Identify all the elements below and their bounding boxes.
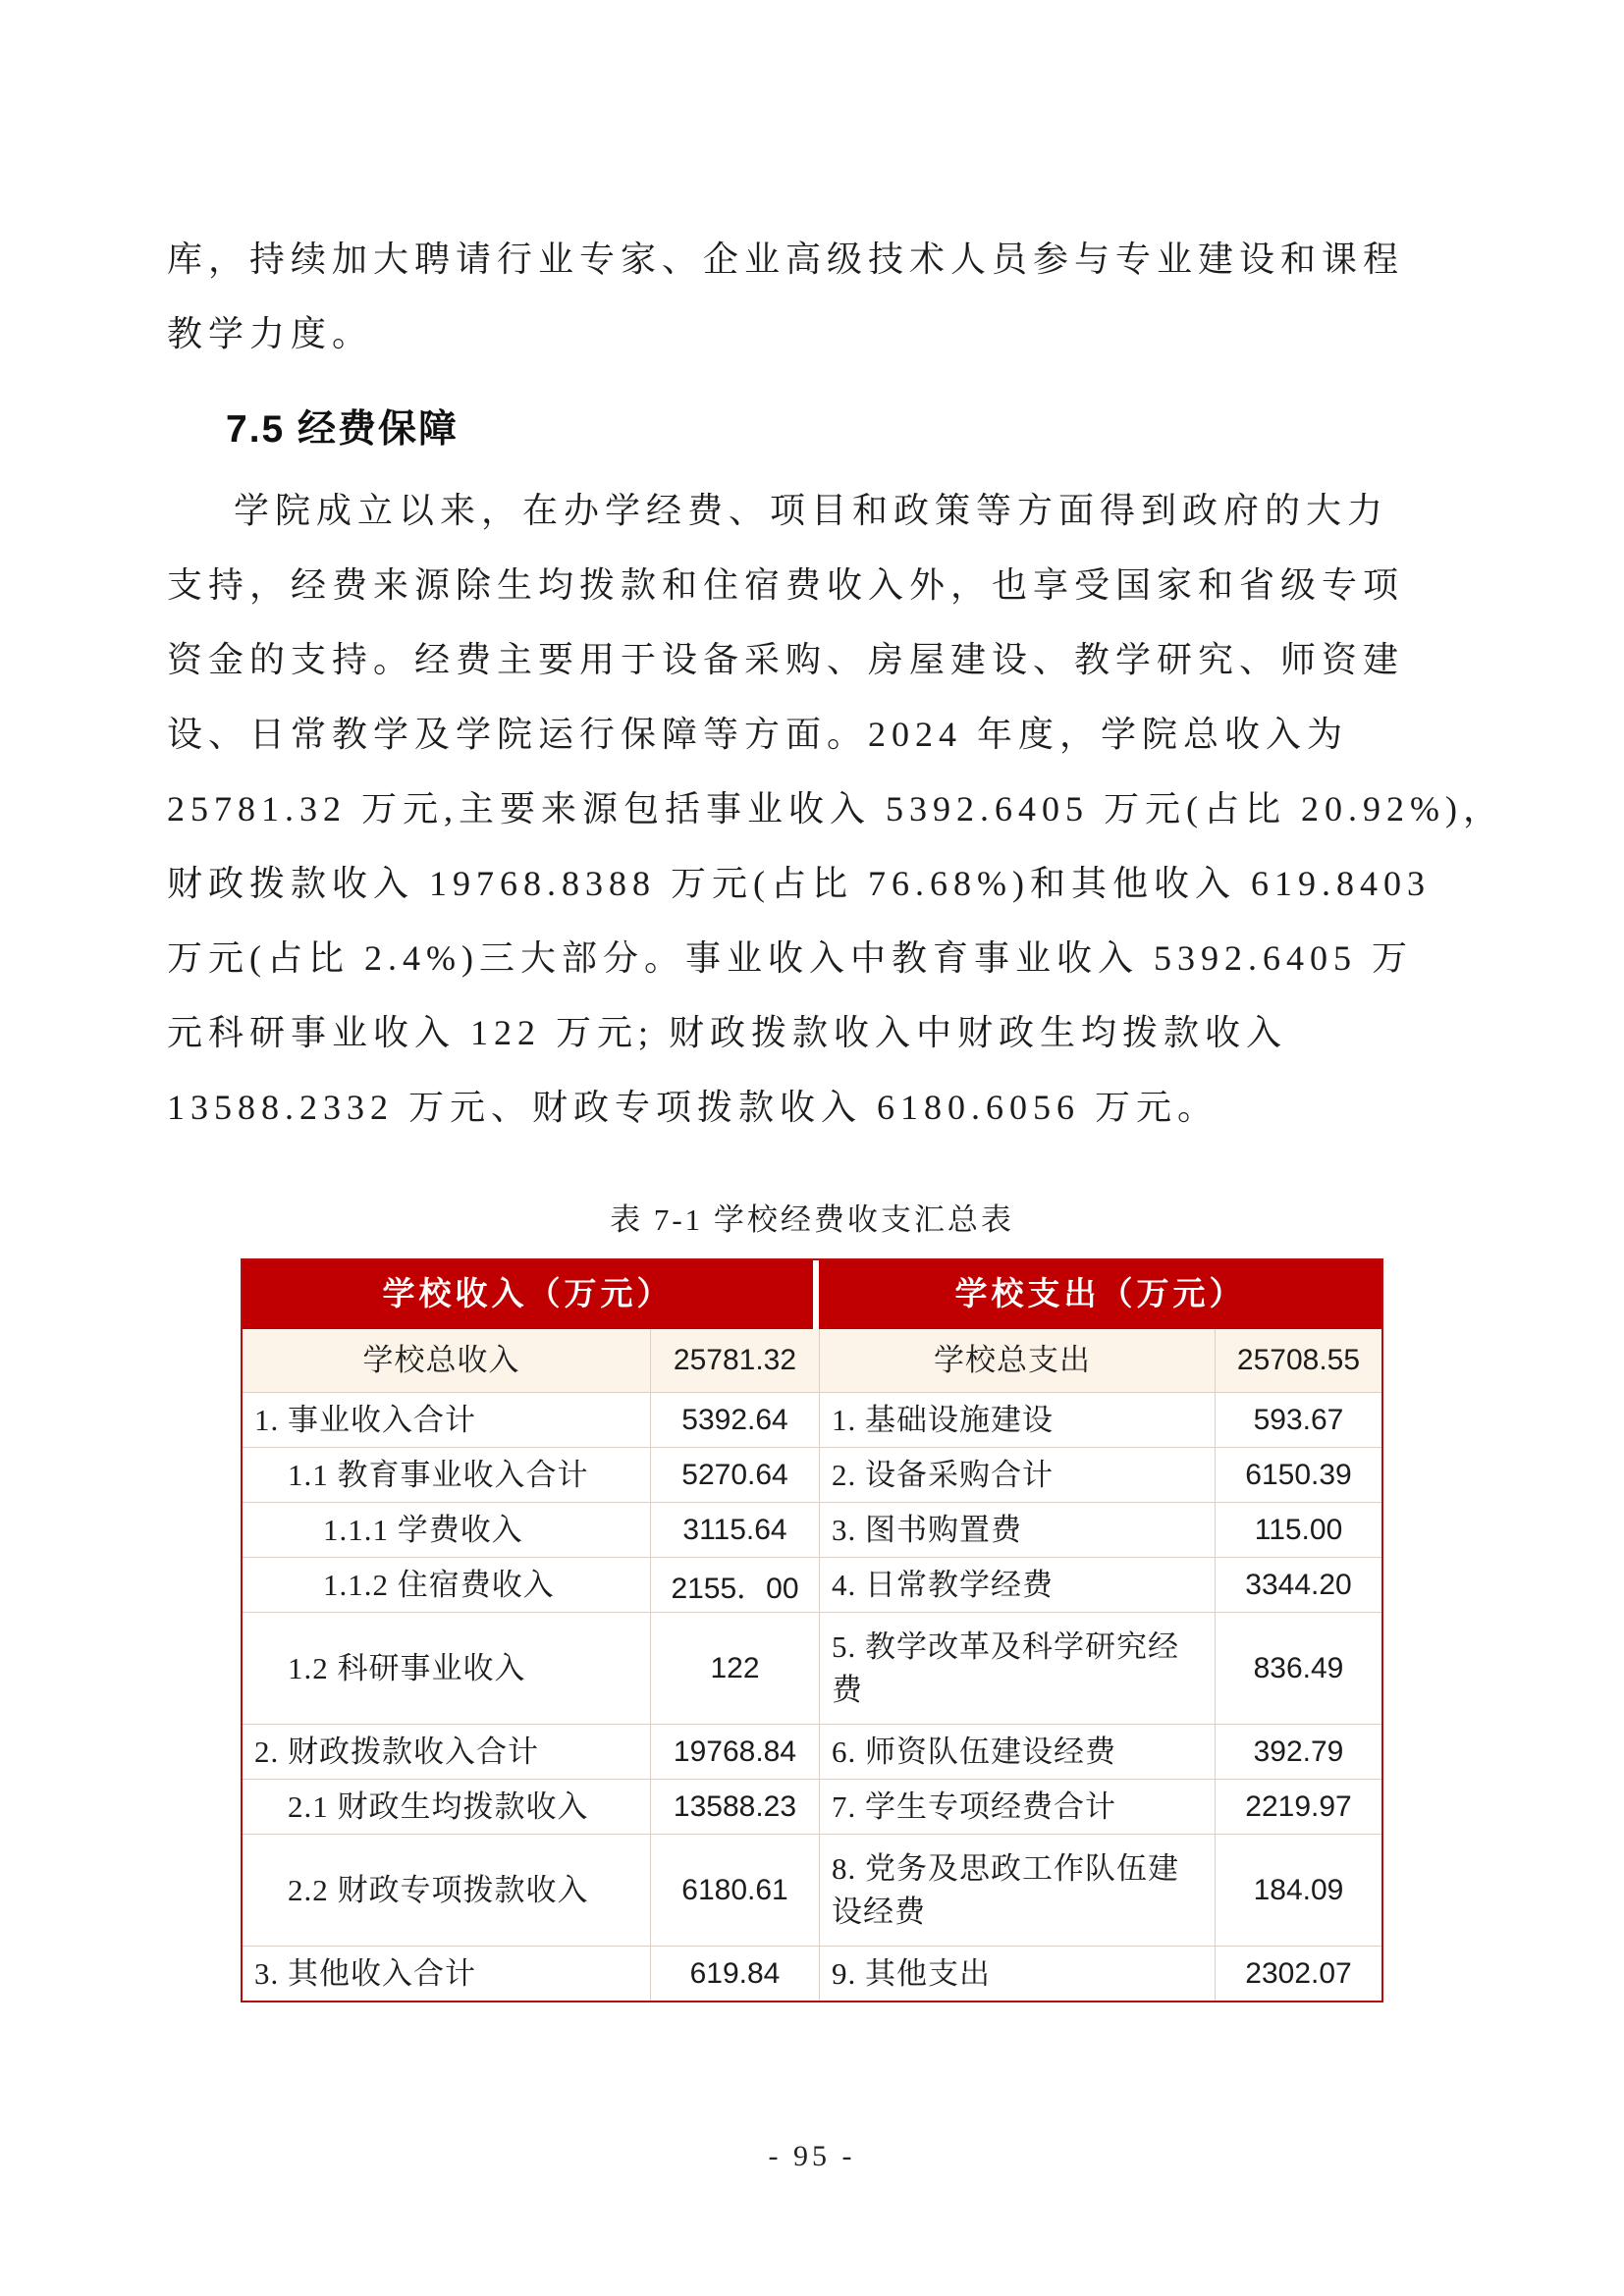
income-item-value: 3115.64 <box>651 1502 820 1557</box>
income-item-label: 2. 财政拨款收入合计 <box>243 1724 651 1779</box>
paragraph-line: 教学力度。 <box>167 314 374 353</box>
paragraph-line: 13588.2332 万元、财政专项拨款收入 6180.6056 万元。 <box>167 1088 1219 1127</box>
paragraph-line: 库，持续加大聘请行业专家、企业高级技术人员参与专业建设和课程 <box>167 240 1405 279</box>
income-item-value: 619.84 <box>651 1946 820 2001</box>
expense-item-label: 6. 师资队伍建设经费 <box>820 1724 1216 1779</box>
page-number: - 95 - <box>768 2140 856 2172</box>
income-item-label: 1.1.1 学费收入 <box>243 1502 651 1557</box>
income-item-value: 5270.64 <box>651 1447 820 1502</box>
income-item-label: 1.2 科研事业收入 <box>243 1612 651 1724</box>
expense-item-value: 836.49 <box>1216 1612 1381 1724</box>
expense-item-label: 7. 学生专项经费合计 <box>820 1779 1216 1834</box>
expense-item-label: 2. 设备采购合计 <box>820 1447 1216 1502</box>
expense-item-label: 3. 图书购置费 <box>820 1502 1216 1557</box>
expense-item-label: 8. 党务及思政工作队伍建设经费 <box>820 1834 1216 1946</box>
total-expense-label: 学校总支出 <box>820 1329 1216 1392</box>
total-income-label: 学校总收入 <box>243 1329 651 1392</box>
income-item-label: 3. 其他收入合计 <box>243 1946 651 2001</box>
paragraph-line: 学院成立以来，在办学经费、项目和政策等方面得到政府的大力 <box>234 491 1389 530</box>
income-item-value: 2155．00 <box>651 1557 820 1612</box>
expense-item-value: 2302.07 <box>1216 1946 1381 2001</box>
income-item-value: 122 <box>651 1612 820 1724</box>
section-heading: 7.5 经费保障 <box>226 408 460 451</box>
income-item-value: 19768.84 <box>651 1724 820 1779</box>
paragraph-line: 万元(占比 2.4%)三大部分。事业收入中教育事业收入 5392.6405 万 <box>167 938 1413 978</box>
table-header-row <box>243 1260 1381 1329</box>
income-item-label: 2.1 财政生均拨款收入 <box>243 1779 651 1834</box>
income-item-value: 13588.23 <box>651 1779 820 1834</box>
paragraph-line: 财政拨款收入 19768.8388 万元(占比 76.68%)和其他收入 619.8403 <box>167 864 1431 903</box>
paragraph-line: 设、日常教学及学院运行保障等方面。2024 年度，学院总收入为 <box>167 715 1349 754</box>
table-caption: 表 7-1 学校经费收支汇总表 <box>610 1202 1014 1237</box>
expense-item-value: 115.00 <box>1216 1502 1381 1557</box>
table-body <box>243 1329 1381 2001</box>
income-item-label: 1. 事业收入合计 <box>243 1392 651 1447</box>
income-item-label: 1.1 教育事业收入合计 <box>243 1447 651 1502</box>
paragraph-line: 支持，经费来源除生均拨款和住宿费收入外，也享受国家和省级专项 <box>167 565 1405 605</box>
expense-item-value: 593.67 <box>1216 1392 1381 1447</box>
expense-item-value: 2219.97 <box>1216 1779 1381 1834</box>
expense-item-value: 184.09 <box>1216 1834 1381 1946</box>
expense-item-label: 5. 教学改革及科学研究经费 <box>820 1612 1216 1724</box>
summary-table <box>241 1258 1383 2002</box>
expense-item-label: 1. 基础设施建设 <box>820 1392 1216 1447</box>
expense-item-value: 6150.39 <box>1216 1447 1381 1502</box>
paragraph-line: 资金的支持。经费主要用于设备采购、房屋建设、教学研究、师资建 <box>167 640 1405 679</box>
body-paragraph <box>167 473 1504 1145</box>
total-expense-value: 25708.55 <box>1216 1329 1381 1392</box>
income-item-label: 1.1.2 住宿费收入 <box>243 1557 651 1612</box>
paragraph-line: 元科研事业收入 122 万元; 财政拨款收入中财政生均拨款收入 <box>167 1013 1288 1052</box>
paragraph-line: 25781.32 万元,主要来源包括事业收入 5392.6405 万元(占比 20.92%)， <box>167 789 1504 828</box>
income-header-cell: 学校收入（万元） <box>243 1260 819 1329</box>
page-content <box>0 0 1624 1145</box>
expense-item-value: 3344.20 <box>1216 1557 1381 1612</box>
income-item-value: 6180.61 <box>651 1834 820 1946</box>
expense-item-label: 4. 日常教学经费 <box>820 1557 1216 1612</box>
expense-header-cell: 学校支出（万元） <box>819 1260 1381 1329</box>
income-item-label: 2.2 财政专项拨款收入 <box>243 1834 651 1946</box>
total-income-value: 25781.32 <box>651 1329 820 1392</box>
expense-item-value: 392.79 <box>1216 1724 1381 1779</box>
income-item-value: 5392.64 <box>651 1392 820 1447</box>
expense-item-label: 9. 其他支出 <box>820 1946 1216 2001</box>
